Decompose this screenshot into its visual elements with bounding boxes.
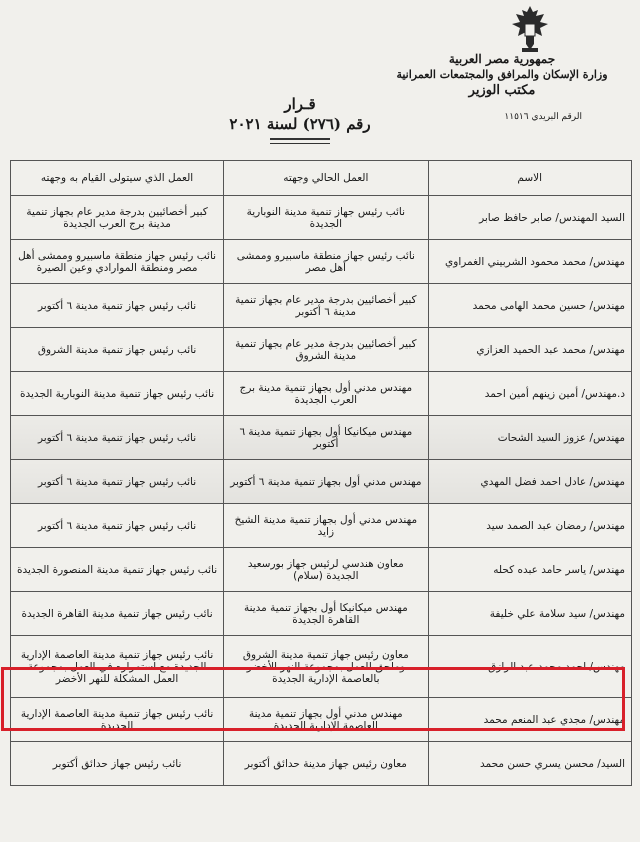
appointments-table xyxy=(10,160,632,786)
new-job-cell: نائب رئيس جهاز منطقة ماسبيرو وممشى أهل مصر ومنطقة الموارادي وعين الصيرة xyxy=(11,240,224,284)
current-job-cell: مهندس مدني أول بجهاز تنمية مدينة ٦ أكتوبر xyxy=(224,460,428,504)
current-job-cell: مهندس مدني أول بجهاز تنمية مدينة العاصمة الإدارية الجديدة xyxy=(224,698,428,742)
table-row xyxy=(11,328,632,372)
current-job-cell: كبير أخصائيين بدرجة مدير عام بجهاز تنمية مدينة ٦ أكتوبر xyxy=(224,284,428,328)
current-job-cell: معاون رئيس جهاز مدينة حدائق أكتوبر xyxy=(224,742,428,786)
ministry-name: وزارة الإسكان والمرافق والمجتمعات العمرانية xyxy=(396,68,608,81)
name-cell: مهندس/ محمد محمود الشربيني الغمراوي xyxy=(428,240,632,284)
table-row xyxy=(11,372,632,416)
new-job-cell: نائب رئيس جهاز تنمية مدينة العاصمة الإدارية الجديدة xyxy=(11,698,224,742)
new-job-cell: نائب رئيس جهاز تنمية مدينة ٦ أكتوبر xyxy=(11,460,224,504)
name-cell: السيد المهندس/ صابر حافظ صابر xyxy=(428,196,632,240)
name-cell: د.مهندس/ أمين زينهم أمين احمد xyxy=(428,372,632,416)
table-row xyxy=(11,284,632,328)
name-cell: مهندس/ احمد محمد عبد الرازق xyxy=(428,636,632,698)
current-job-cell: مهندس ميكانيكا أول بجهاز تنمية مدينة القاهرة الجديدة xyxy=(224,592,428,636)
name-cell: مهندس/ حسين محمد الهامى محمد xyxy=(428,284,632,328)
table-row-highlighted xyxy=(11,636,632,698)
name-cell: مهندس/ مجدي عبد المنعم محمد xyxy=(428,698,632,742)
current-job-cell: نائب رئيس جهاز منطقة ماسبيرو وممشى أهل مصر xyxy=(224,240,428,284)
country-name: جمهورية مصر العربية xyxy=(448,52,556,66)
name-cell: مهندس/ عادل احمد فضل المهدي xyxy=(428,460,632,504)
table-row xyxy=(11,592,632,636)
name-cell: مهندس/ رمضان عبد الصمد سيد xyxy=(428,504,632,548)
current-job-cell: مهندس مدني أول بجهاز تنمية مدينة برج العرب الجديدة xyxy=(224,372,428,416)
current-job-cell: مهندس مدني أول بجهاز تنمية مدينة الشيخ زايد xyxy=(224,504,428,548)
column-header-current-job: العمل الحالي وجهته xyxy=(224,161,428,196)
name-cell: مهندس/ عزوز السيد الشحات xyxy=(428,416,632,460)
new-job-cell: نائب رئيس جهاز تنمية مدينة القاهرة الجديدة xyxy=(11,592,224,636)
decree-title: قـرار xyxy=(284,95,316,113)
table-row xyxy=(11,742,632,786)
new-job-cell: نائب رئيس جهاز حدائق أكتوبر xyxy=(11,742,224,786)
new-job-cell: نائب رئيس جهاز تنمية مدينة المنصورة الجديدة xyxy=(11,548,224,592)
table-row xyxy=(11,548,632,592)
current-job-cell: معاون هندسي لرئيس جهاز بورسعيد الجديدة (سلام) xyxy=(224,548,428,592)
postal-code: الرقم البريدي ١١٥١٦ xyxy=(504,112,582,122)
table-row xyxy=(11,504,632,548)
decree-underline xyxy=(270,138,330,144)
ministry-header xyxy=(382,52,622,122)
name-cell: السيد/ محسن يسري حسن محمد xyxy=(428,742,632,786)
column-header-name: الاسم xyxy=(428,161,632,196)
table-row xyxy=(11,196,632,240)
name-cell: مهندس/ ياسر حامد عبده كحله xyxy=(428,548,632,592)
new-job-cell: كبير أخصائيين بدرجة مدير عام بجهاز تنمية مدينة برج العرب الجديدة xyxy=(11,196,224,240)
table-row xyxy=(11,240,632,284)
new-job-cell: نائب رئيس جهاز تنمية مدينة ٦ أكتوبر xyxy=(11,416,224,460)
new-job-cell: نائب رئيس جهاز تنمية مدينة ٦ أكتوبر xyxy=(11,284,224,328)
current-job-cell: معاون رئيس جهاز تنمية مدينة الشروق وملحق للعمل بمجموعة النهر الأخضر بالعاصمة الإدارية الجديدة xyxy=(224,636,428,698)
eagle-emblem-icon xyxy=(508,2,552,54)
column-header-new-job: العمل الذي سيتولى القيام به وجهته xyxy=(11,161,224,196)
table-header-row xyxy=(11,161,632,196)
name-cell: مهندس/ سيد سلامة علي خليفة xyxy=(428,592,632,636)
current-job-cell: نائب رئيس جهاز تنمية مدينة النوبارية الجديدة xyxy=(224,196,428,240)
table-row xyxy=(11,698,632,742)
new-job-cell: نائب رئيس جهاز تنمية مدينة ٦ أكتوبر xyxy=(11,504,224,548)
new-job-cell: نائب رئيس جهاز تنمية مدينة النوبارية الجديدة xyxy=(11,372,224,416)
decree-heading xyxy=(200,95,400,144)
table-row xyxy=(11,416,632,460)
new-job-cell: نائب رئيس جهاز تنمية مدينة الشروق xyxy=(11,328,224,372)
table-row xyxy=(11,460,632,504)
name-cell: مهندس/ محمد عبد الحميد العزازي xyxy=(428,328,632,372)
new-job-cell: نائب رئيس جهاز تنمية مدينة العاصمة الإدارية الجديدة مع استمراره في العمل بمجموعة العمل المشكلة للنهر الأخضر xyxy=(11,636,224,698)
office-name: مكتب الوزير xyxy=(468,83,536,98)
current-job-cell: مهندس ميكانيكا أول بجهاز تنمية مدينة ٦ أكتوبر xyxy=(224,416,428,460)
decree-number: رقم (٢٧٦) لسنة ٢٠٢١ xyxy=(229,115,371,133)
current-job-cell: كبير أخصائيين بدرجة مدير عام بجهاز تنمية مدينة الشروق xyxy=(224,328,428,372)
